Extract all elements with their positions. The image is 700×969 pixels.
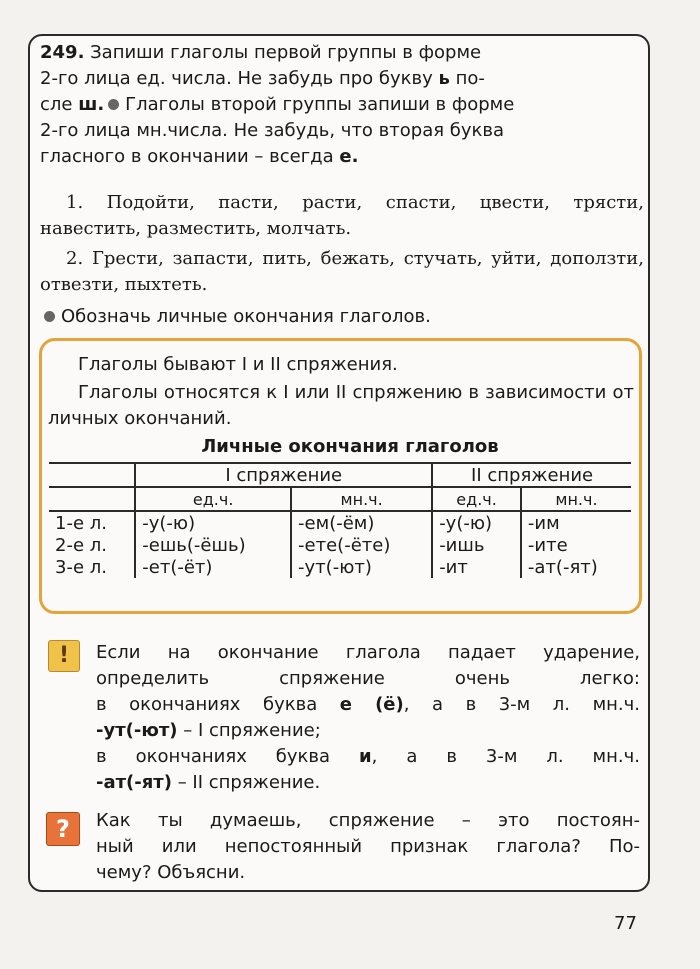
bullet-icon [44, 311, 55, 322]
exclamation-icon: ! [48, 640, 80, 672]
rule-text-1: Глаголы бывают I и II спряжения. [78, 354, 398, 375]
word-list-group-2: 2. Грести, запасти, пить, бежать, стучать, уйти, доползти, отвезти, пыхтеть. [40, 248, 644, 295]
bullet-icon [108, 99, 119, 110]
question-icon: ? [46, 812, 80, 846]
header-conj-1: I спряжение [135, 463, 432, 487]
endings-table [49, 462, 631, 578]
question-text: Как ты думаешь, спряжение – это постоян- ный или непостоянный признак глагола? По- чему? Объясни. [96, 810, 640, 883]
mark-endings-instruction: Обозначь личные окончания глаголов. [40, 304, 431, 330]
header-sg: ед.ч. [432, 487, 521, 511]
table-title: Личные окончания глаголов [201, 436, 499, 457]
table-row: 2-е л. -ешь(-ёшь) -ете(-ёте) -ишь -ите [49, 534, 631, 556]
word-list-group-1: 1. Подойти, пасти, расти, спасти, цвести, трясти, навестить, разместить, молчать. [40, 192, 644, 239]
task-instruction: 249. Запиши глаголы первой группы в форме 2-го лица ед. числа. Не забудь про букву ь по- сле ш. Глаголы второй группы запиши в форме 2-го лица мн.числа. Не забудь, что вторая буква гласного в окончании – всегда е. [40, 42, 515, 167]
rule-text-2: Глаголы относятся к I или II спряжению в зависимости от личных окончаний. [48, 382, 634, 429]
header-sg: ед.ч. [135, 487, 291, 511]
header-pl: мн.ч. [291, 487, 432, 511]
page-number: 77 [614, 913, 637, 934]
stress-rule-note: Если на окончание глагола падает ударение, определить спряжение очень легко: в окончаниях буква е (ё), а в 3-м л. мн.ч. -ут(-ют) – I спряжение; в окончаниях буква и, а в 3-м л. мн.ч. -ат(-ят) – II спряжение. [96, 642, 640, 793]
table-row: 3-е л. -ет(-ёт) -ут(-ют) -ит -ат(-ят) [49, 556, 631, 578]
header-pl: мн.ч. [521, 487, 631, 511]
table-row: 1-е л. -у(-ю) -ем(-ём) -у(-ю) -им [49, 511, 631, 534]
header-conj-2: II спряжение [432, 463, 631, 487]
task-number: 249. [40, 42, 85, 63]
